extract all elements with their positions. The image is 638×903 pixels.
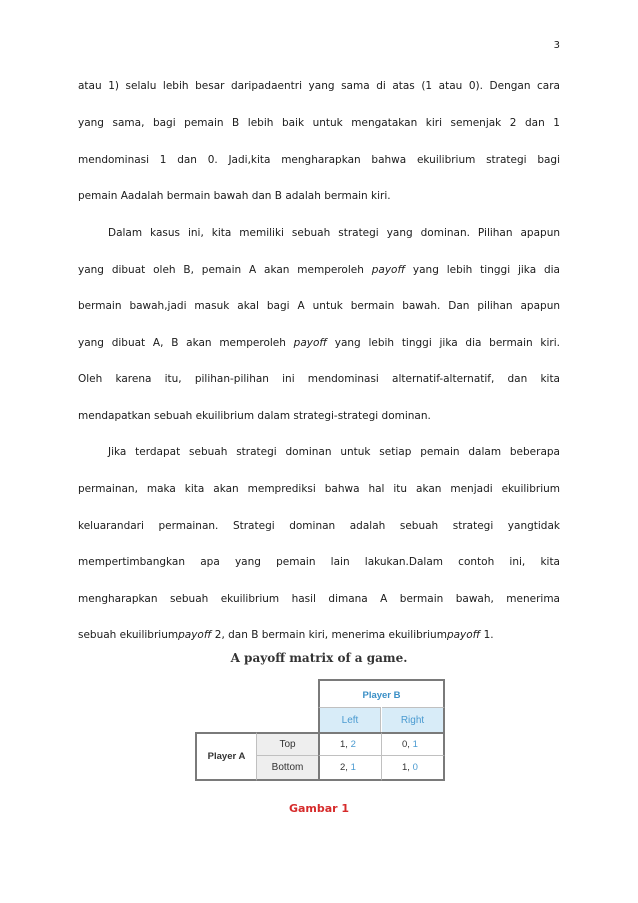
payoff-a-value: 0, [402,739,410,750]
figure-caption: Gambar 1 [288,802,350,815]
paragraph-3-line-4: mempertimbangkan apa yang pemain lain lakukan.Dalam contoh ini, kita [78,556,560,568]
player-a-header: Player A [195,732,256,781]
payoff-b-value: 0 [412,762,418,773]
column-header-right: Right [382,707,445,732]
payoff-a-value: 2, [340,762,348,773]
paragraph-1-line-4: pemain Aadalah bermain bawah dan B adalah bermain kiri. [78,190,391,202]
payoff-b-value: 1 [412,739,418,750]
payoff-a-value: 1, [340,739,348,750]
payoff-b-value: 2 [350,739,356,750]
payoff-matrix [195,679,445,781]
paragraph-1-line-3: mendominasi 1 dan 0. Jadi,kita mengharapkan bahwa ekuilibrium strategi bagi [78,154,560,166]
row-header-top: Top [256,732,318,756]
figure-title: A payoff matrix of a game. [230,651,408,665]
payoff-bottom-right [382,756,445,781]
paragraph-3-line-3: keluarandari permainan. Strategi dominan adalah sebuah strategi yangtidak [78,520,560,532]
paragraph-2-line-5: Oleh karena itu, pilihan-pilihan ini mendominasi alternatif-alternatif, dan kita [78,373,560,385]
player-b-header: Player B [318,679,445,709]
paragraph-2-line-6: mendapatkan sebuah ekuilibrium dalam strategi-strategi dominan. [78,410,431,422]
paragraph-2-line-4: yang dibuat A, B akan memperoleh payoff yang lebih tinggi jika dia bermain kiri. [78,337,560,349]
paragraph-3-line-1: Jika terdapat sebuah strategi dominan untuk setiap pemain dalam beberapa [108,446,560,458]
paragraph-2-line-3: bermain bawah,jadi masuk akal bagi A untuk bermain bawah. Dan pilihan apapun [78,300,560,312]
payoff-a-value: 1, [402,762,410,773]
paragraph-1-line-2: yang sama, bagi pemain B lebih baik untuk mengatakan kiri semenjak 2 dan 1 [78,117,560,129]
payoff-bottom-left [318,756,382,781]
paragraph-2-line-2: yang dibuat oleh B, pemain A akan memperoleh payoff yang lebih tinggi jika dia [78,264,560,276]
row-header-bottom: Bottom [256,756,318,781]
paragraph-3-line-6: sebuah ekuilibriumpayoff 2, dan B bermain kiri, menerima ekuilibriumpayoff 1. [78,629,494,641]
payoff-top-left [318,732,382,756]
paragraph-3-line-5: mengharapkan sebuah ekuilibrium hasil dimana A bermain bawah, menerima [78,593,560,605]
paragraph-2-line-1: Dalam kasus ini, kita memiliki sebuah strategi yang dominan. Pilihan apapun [108,227,560,239]
payoff-top-right [382,732,445,756]
column-header-left: Left [318,707,381,732]
paragraph-3-line-2: permainan, maka kita akan memprediksi bahwa hal itu akan menjadi ekuilibrium [78,483,560,495]
paragraph-1-line-1: atau 1) selalu lebih besar daripadaentri yang sama di atas (1 atau 0). Dengan cara [78,80,560,92]
page-number: 3 [553,40,560,51]
payoff-b-value: 1 [350,762,356,773]
